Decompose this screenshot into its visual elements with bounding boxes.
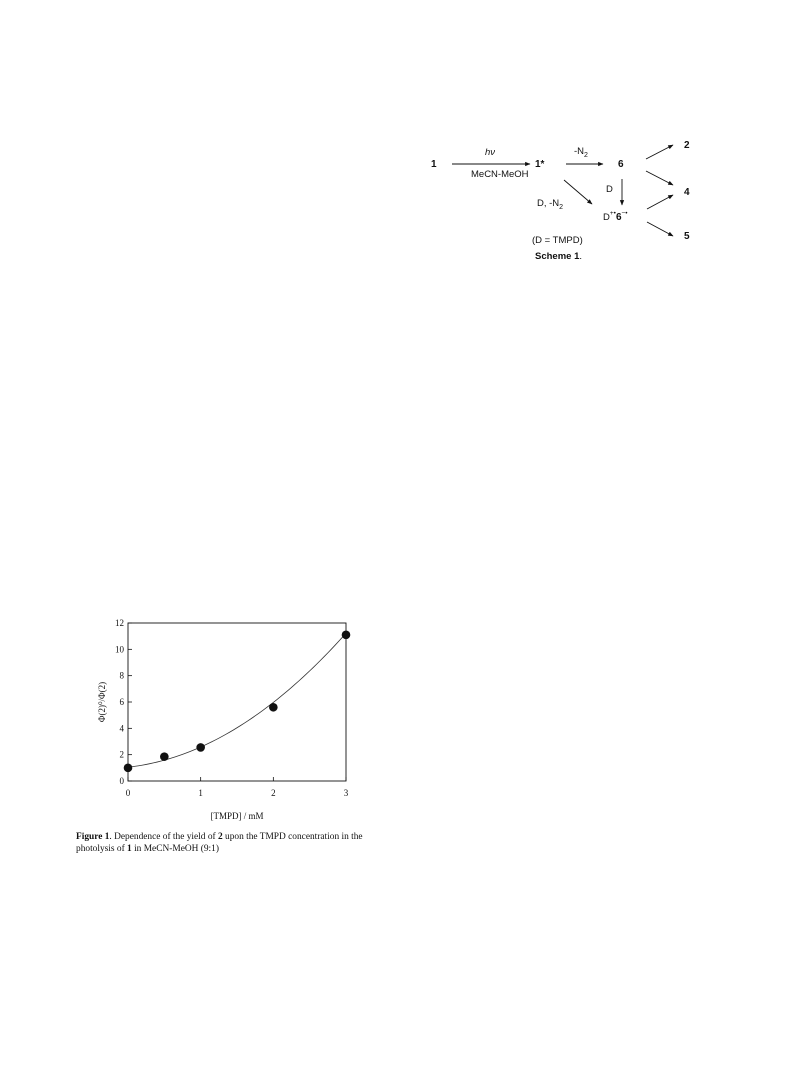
scheme-caption: Scheme 1. [535, 251, 583, 262]
data-point [342, 631, 351, 640]
reaction-scheme [425, 135, 700, 295]
product-2-label: 2 [684, 140, 690, 151]
excited-state-label: 1* [535, 159, 545, 170]
solvent-label: MeCN-MeOH [471, 169, 529, 180]
arrow-ionpair-to-5 [647, 222, 673, 236]
data-point [196, 743, 205, 752]
y-tick-label: 0 [119, 776, 124, 786]
y-tick-label: 10 [115, 644, 124, 655]
arrow-6-to-2 [646, 145, 673, 159]
caption-text-2: upon the TMPD concentration in the photolysis of [76, 832, 363, 854]
data-point [124, 764, 133, 773]
intermediate-6-label: 6 [618, 159, 624, 170]
x-tick-label: 3 [343, 788, 349, 798]
y-tick-label: 12 [115, 618, 124, 628]
caption-compound-2: 2 [217, 832, 223, 842]
product-5-label: 5 [684, 231, 690, 242]
compound-1-label: 1 [431, 159, 437, 170]
y-tick-label: 6 [119, 697, 124, 707]
figure-caption [76, 831, 396, 855]
n2-loss-label: $-N_2$ [574, 146, 588, 159]
y-tick-label: 8 [119, 670, 124, 681]
caption-compound-1: 1 [127, 844, 132, 854]
hv-label: hν [485, 147, 496, 158]
data-point [269, 703, 278, 712]
donor-label: D [606, 184, 613, 195]
x-tick-label: 1 [198, 788, 203, 798]
y-tick-label: 4 [119, 723, 124, 734]
caption-text-3: in MeCN-MeOH (9:1) [131, 844, 219, 854]
donor-loss-arrow [564, 180, 592, 204]
x-tick-label: 0 [125, 788, 131, 798]
x-tick-label: 2 [271, 788, 276, 798]
ion-pair-label: D+•6−• [603, 210, 628, 223]
arrow-6-to-4 [646, 171, 673, 185]
x-axis-label: [TMPD] / mM [210, 811, 264, 821]
arrow-ionpair-to-4 [647, 195, 673, 209]
donor-n2-loss-label: D, $-N_2$ [537, 198, 564, 211]
figure-label: Figure 1 [76, 832, 110, 842]
figure-1-chart [97, 612, 370, 824]
y-tick-label: 2 [119, 749, 124, 760]
data-point [160, 752, 169, 761]
caption-text-1: . Dependence of the yield of [109, 832, 218, 842]
fit-curve [128, 633, 346, 767]
y-axis-label: Φ(2)⁰/Φ(2) [97, 681, 107, 723]
product-4-label: 4 [684, 187, 690, 198]
donor-definition: (D = TMPD) [532, 235, 583, 246]
